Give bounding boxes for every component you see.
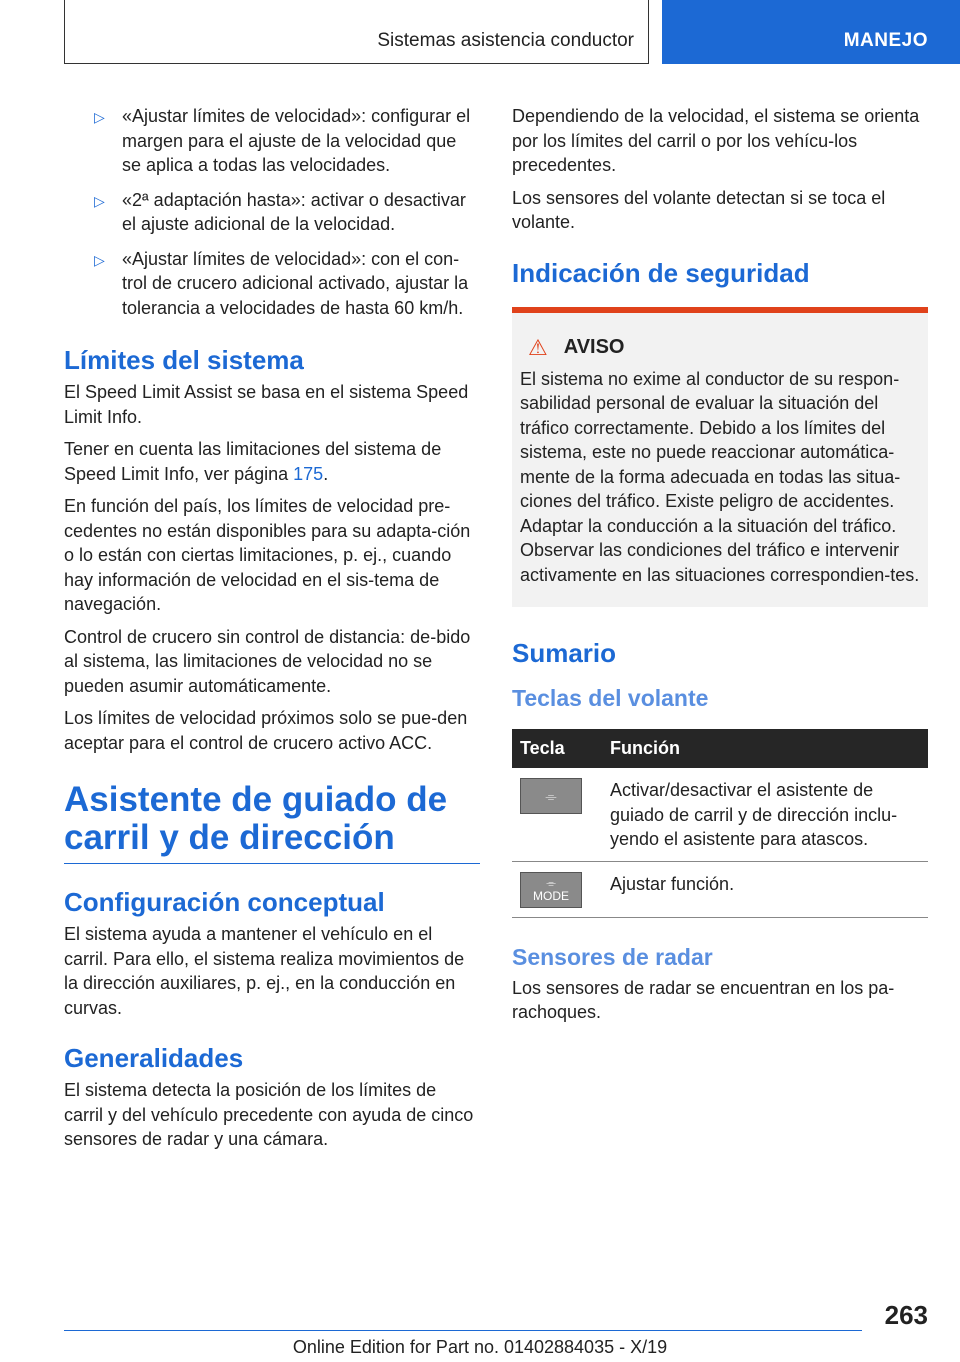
summary-heading: Sumario <box>512 638 617 668</box>
right-column <box>512 104 928 1033</box>
main-heading: Asistente de guiado de carril y de dirección <box>64 780 448 857</box>
intro-paragraph: Dependiendo de la velocidad, el sistema se orienta por los límites del carril o por los vehícu-los precedentes. <box>512 106 920 175</box>
settings-list <box>64 104 480 320</box>
limits-paragraph: Control de crucero sin control de distancia: de-bido al sistema, las limitaciones de velocidad no se pueden asumir automáticamente. <box>64 626 471 696</box>
left-column <box>64 104 480 1160</box>
table-cell: Ajustar función. <box>602 861 928 917</box>
triangle-bullet-icon: ▷ <box>94 251 105 268</box>
page-number: 263 <box>884 1300 928 1330</box>
limits-paragraph: En función del país, los límites de velocidad pre-cedentes no están disponibles para su adapta-ción o lo están con ciertas limitaciones, p. ej., cuando hay información de velocidad en el sis-tema de navegación. <box>64 496 471 614</box>
page-link[interactable]: 175 <box>293 463 324 484</box>
limits-paragraph: Tener en cuenta las limitaciones del sistema de Speed Limit Info, ver página 175. <box>64 439 442 484</box>
limits-paragraph: El Speed Limit Assist se basa en el sistema Speed Limit Info. <box>64 382 469 427</box>
table-header-row <box>512 729 928 768</box>
header-section-title: Sistemas asistencia conductor <box>377 30 634 51</box>
mode-icon: ⌯ MODE <box>520 872 582 908</box>
warning-box <box>512 307 928 608</box>
table-header-function: Función <box>602 729 928 768</box>
warning-text: El sistema no exime al conductor de su respon-sabilidad personal de evaluar la situación del tráfico correctamente. Debido a los límites del sistema, este no puede reaccionar automática-mente de la forma adecuada en todas las situa-ciones del tráfico. Existe peligro de accidentes. Adaptar la conducción a la situación del tráfico. Observar las condiciones del tráfico e intervenir activamente en las situaciones correspondien-tes. <box>520 368 920 585</box>
limits-paragraph: Los límites de velocidad próximos solo se pue-den aceptar para el control de crucero activo ACC. <box>64 708 468 753</box>
safety-heading: Indicación de seguridad <box>512 257 810 288</box>
table-header-key: Tecla <box>512 729 602 768</box>
table-row <box>512 768 928 861</box>
footer-divider <box>64 1330 862 1331</box>
warning-title: AVISO <box>563 336 625 358</box>
main-heading-block <box>64 781 480 864</box>
list-item: ▷ «Ajustar límites de velocidad»: con el con-trol de crucero adicional activado, ajustar la tolerancia a velocidades de hasta 60 km/h. <box>94 248 469 318</box>
warning-triangle-icon: ⚠ <box>528 334 548 360</box>
radar-paragraph: Los sensores de radar se encuentran en los pa-rachoques. <box>512 977 895 1022</box>
triangle-bullet-icon: ▷ <box>94 192 105 209</box>
table-cell: Activar/desactivar el asistente de guiado de carril y de dirección inclu-yendo el asistente para atascos. <box>602 768 928 861</box>
footer-edition: Online Edition for Part no. 01402884035 - X/19 <box>292 1337 668 1357</box>
header-chapter-tab <box>662 0 960 64</box>
list-item: ▷ «2ª adaptación hasta»: activar o desactivar el ajuste adicional de la velocidad. <box>94 189 466 234</box>
limits-heading: Límites del sistema <box>64 345 304 375</box>
concept-paragraph: El sistema ayuda a mantener el vehículo en el carril. Para ello, el sistema realiza movimientos de la dirección auxiliares, p. ej., en la conducción en curvas. <box>64 924 465 1018</box>
radar-heading: Sensores de radar <box>512 943 713 970</box>
general-paragraph: El sistema detecta la posición de los límites de carril y del vehículo precedente con ayuda de cinco sensores de radar y una cámara. <box>64 1080 474 1149</box>
keys-table <box>512 729 928 918</box>
warning-header <box>520 335 920 361</box>
header-section-box <box>64 0 649 64</box>
triangle-bullet-icon: ▷ <box>94 109 105 125</box>
keys-heading: Teclas del volante <box>512 685 709 711</box>
list-item: ▷ «Ajustar límites de velocidad»: configurar el margen para el ajuste de la velocidad que se aplica a todas las velocidades. <box>94 106 471 175</box>
intro-paragraph: Los sensores del volante detectan si se toca el volante. <box>512 187 886 232</box>
general-heading: Generalidades <box>64 1043 244 1073</box>
header-chapter-title: MANEJO <box>843 30 928 51</box>
table-row <box>512 861 928 917</box>
concept-heading: Configuración conceptual <box>64 887 385 917</box>
steering-assist-icon: ⌯ <box>520 778 582 814</box>
